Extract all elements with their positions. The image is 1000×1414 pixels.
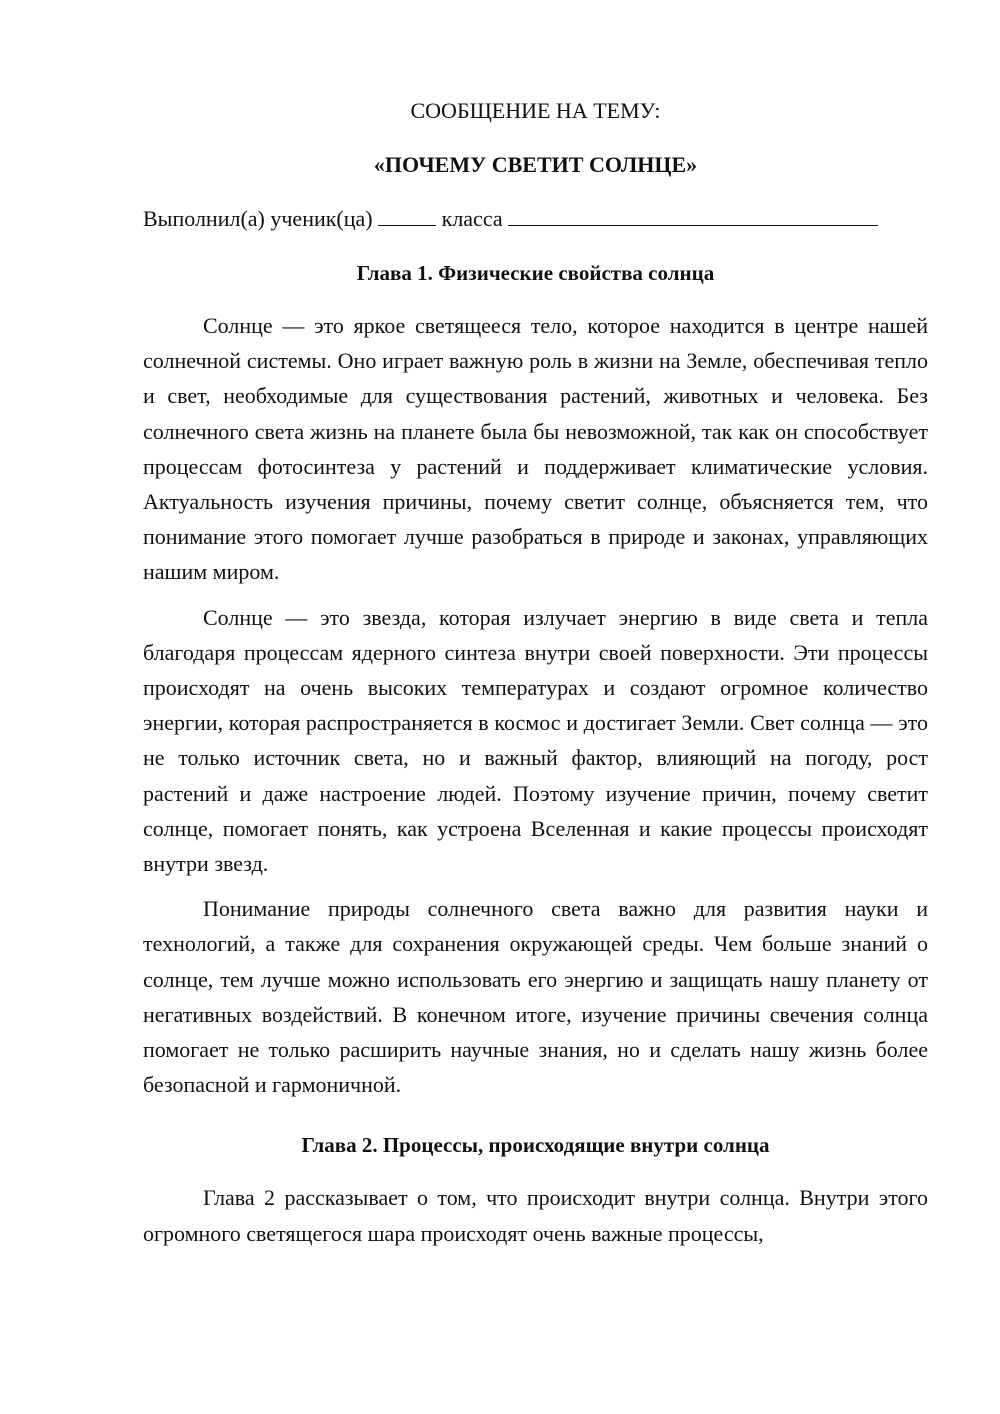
author-middle: класса <box>441 206 503 231</box>
chapter-1-title: Глава 1. Физические свойства солнца <box>356 261 715 285</box>
document-page <box>143 90 928 1251</box>
chapter-2-paragraph-1: Глава 2 рассказывает о том, что происходит внутри солнца. Внутри этого огромного светящегося шара происходят очень важные процессы, <box>143 1185 928 1246</box>
chapter-2-title: Глава 2. Процессы, происходящие внутри солнца <box>301 1133 770 1158</box>
author-prefix: Выполнил(а) ученик(ца) <box>143 206 373 231</box>
chapter-1-paragraph-1: Солнце — это яркое светящееся тело, которое находится в центре нашей солнечной системы. Оно играет важную роль в жизни на Земле, обеспечивая тепло и свет, необходимые для существования растений, животных и человека. Без солнечного света жизнь на планете была бы невозможной, так как он способствует процессам фотосинтеза у растений и поддерживает климатические условия. Актуальность изучения причины, почему светит солнце, объясняется тем, что понимание этого помогает лучше разобраться в природе и законах, управляющих нашим миром. <box>143 313 928 585</box>
grade-blank <box>378 205 436 226</box>
author-line <box>143 204 928 234</box>
chapter-1-paragraph-3: Понимание природы солнечного света важно для развития науки и технологий, а также для сохранения окружающей среды. Чем больше знаний о солнце, тем лучше можно использовать его энергию и защищать нашу планету от негативных воздействий. В конечном итоге, изучение причины свечения солнца помогает не только расширить научные знания, но и сделать нашу жизнь более безопасной и гармоничной. <box>143 896 928 1098</box>
document-heading-line-2: «ПОЧЕМУ СВЕТИТ СОЛНЦЕ» <box>373 152 698 177</box>
document-heading-line-1: СООБЩЕНИЕ НА ТЕМУ: <box>410 98 661 123</box>
chapter-1-paragraph-2: Солнце — это звезда, которая излучает энергию в виде света и тепла благодаря процессам ядерного синтеза внутри своей поверхности. Эти процессы происходят на очень высоких температурах и создают огромное количество энергии, которая распространяется в космос и достигает Земли. Свет солнца — это не только источник света, но и важный фактор, влияющий на погоду, рост растений и даже настроение людей. Поэтому изучение причин, почему светит солнце, помогает понять, как устроена Вселенная и какие процессы происходят внутри звезд. <box>143 604 928 877</box>
name-blank <box>508 205 878 226</box>
